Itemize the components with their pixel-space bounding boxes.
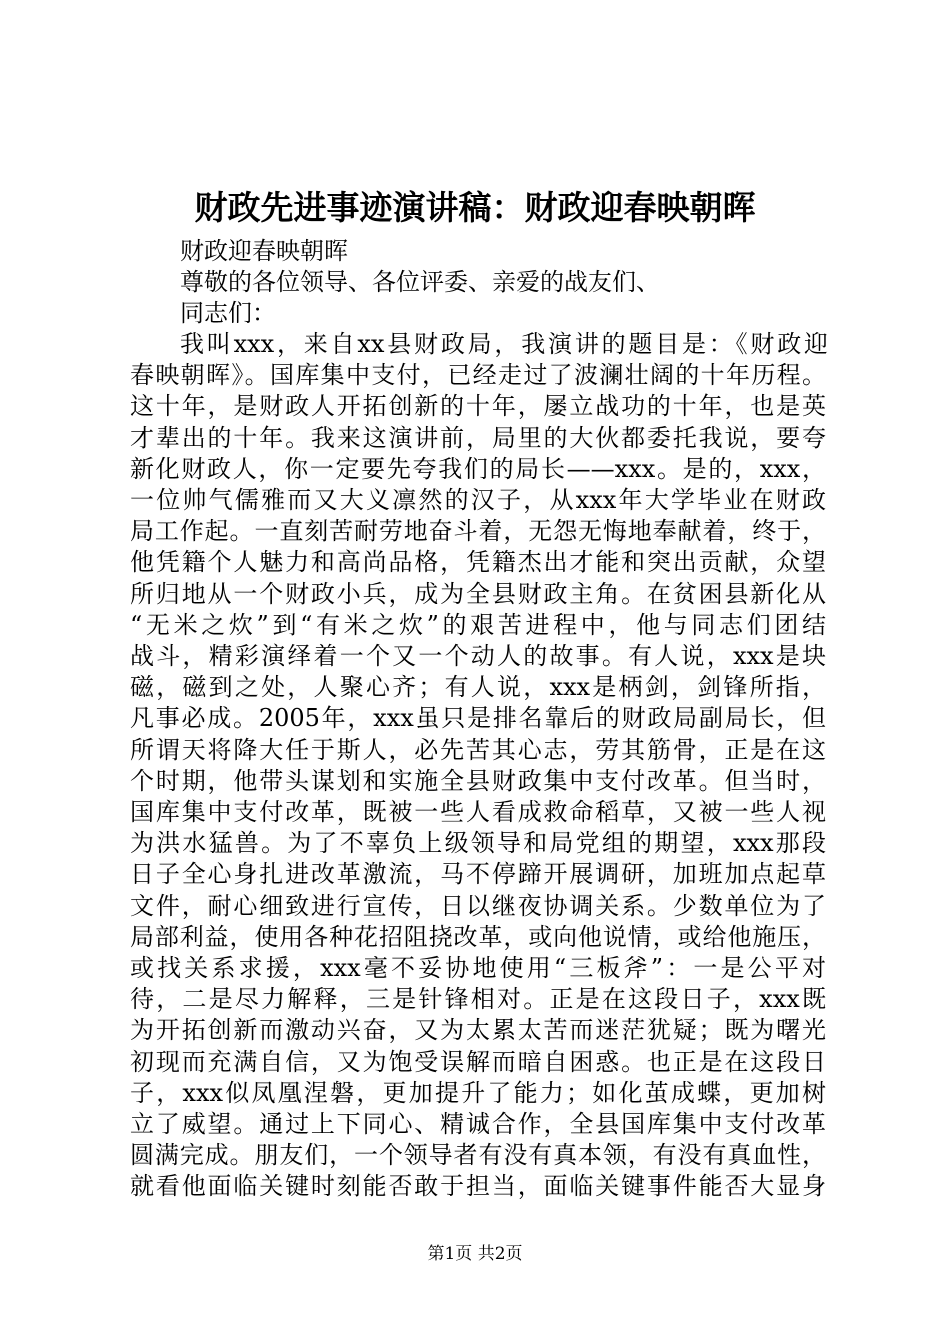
body-line: 子，xxx似凤凰涅磐，更加提升了能力；如化茧成蝶，更加树 <box>130 1079 826 1107</box>
page-footer: 第1页 共2页 <box>427 1244 523 1264</box>
body-line: 为洪水猛兽。为了不辜负上级领导和局党组的期望，xxx那段 <box>130 829 826 857</box>
greeting-line: 尊敬的各位领导、各位评委、亲爱的战友们、 <box>180 268 660 296</box>
body-line: 个时期，他带头谋划和实施全县财政集中支付改革。但当时， <box>130 767 826 795</box>
body-line: 磁，磁到之处，人聚心齐；有人说，xxx是柄剑，剑锋所指， <box>130 673 826 701</box>
body-line: 局工作起。一直刻苦耐劳地奋斗着，无怨无悔地奉献着，终于， <box>130 517 826 545</box>
body-line: 战斗，精彩演绎着一个又一个动人的故事。有人说，xxx是块 <box>130 642 826 670</box>
document-title: 财政先进事迹演讲稿：财政迎春映朝晖 <box>194 188 756 227</box>
body-line: 凡事必成。2005年，xxx虽只是排名靠后的财政局副局长，但 <box>130 704 826 732</box>
body-line: 立了威望。通过上下同心、精诚合作，全县国库集中支付改革 <box>130 1110 826 1138</box>
body-line: 新化财政人，你一定要先夸我们的局长——xxx。是的，xxx， <box>130 455 826 483</box>
body-line: 春映朝晖》。国库集中支付，已经走过了波澜壮阔的十年历程。 <box>130 361 826 389</box>
body-line: 我叫xxx，来自xx县财政局，我演讲的题目是：《财政迎 <box>180 330 828 358</box>
body-line: 为开拓创新而激动兴奋，又为太累太苦而迷茫犹疑；既为曙光 <box>130 1016 826 1044</box>
body-line: 这十年，是财政人开拓创新的十年，屡立战功的十年，也是英 <box>130 392 826 420</box>
body-line: 所谓天将降大任于斯人，必先苦其心志，劳其筋骨，正是在这 <box>130 736 826 764</box>
body-line: 一位帅气儒雅而又大义凛然的汉子，从xxx年大学毕业在财政 <box>130 486 826 514</box>
body-line: 文件，耐心细致进行宣传，日以继夜协调关系。少数单位为了 <box>130 892 826 920</box>
body-line: 日子全心身扎进改革激流，马不停蹄开展调研，加班加点起草 <box>130 860 826 888</box>
body-line: 他凭籍个人魅力和高尚品格，凭籍杰出才能和突出贡献，众望 <box>130 548 826 576</box>
document-subtitle: 财政迎春映朝晖 <box>180 237 348 265</box>
body-line: 圆满完成。朋友们，一个领导者有没有真本领，有没有真血性， <box>130 1141 826 1169</box>
body-line: 国库集中支付改革，既被一些人看成救命稻草，又被一些人视 <box>130 798 826 826</box>
body-line: 待，二是尽力解释，三是针锋相对。正是在这段日子，xxx既 <box>130 985 826 1013</box>
body-line: 或找关系求援，xxx毫不妥协地使用“三板斧”：一是公平对 <box>130 954 826 982</box>
body-line: “无米之炊”到“有米之炊”的艰苦进程中，他与同志们团结 <box>130 611 826 639</box>
body-line: 初现而充满自信，又为饱受误解而暗自困惑。也正是在这段日 <box>130 1048 826 1076</box>
salutation-line: 同志们： <box>180 299 276 327</box>
body-line: 所归地从一个财政小兵，成为全县财政主角。在贫困县新化从 <box>130 580 826 608</box>
body-line: 局部利益，使用各种花招阻挠改革，或向他说情，或给他施压， <box>130 923 826 951</box>
body-line: 就看他面临关键时刻能否敢于担当，面临关键事件能否大显身 <box>130 1172 826 1200</box>
body-line: 才辈出的十年。我来这演讲前，局里的大伙都委托我说，要夸 <box>130 424 826 452</box>
